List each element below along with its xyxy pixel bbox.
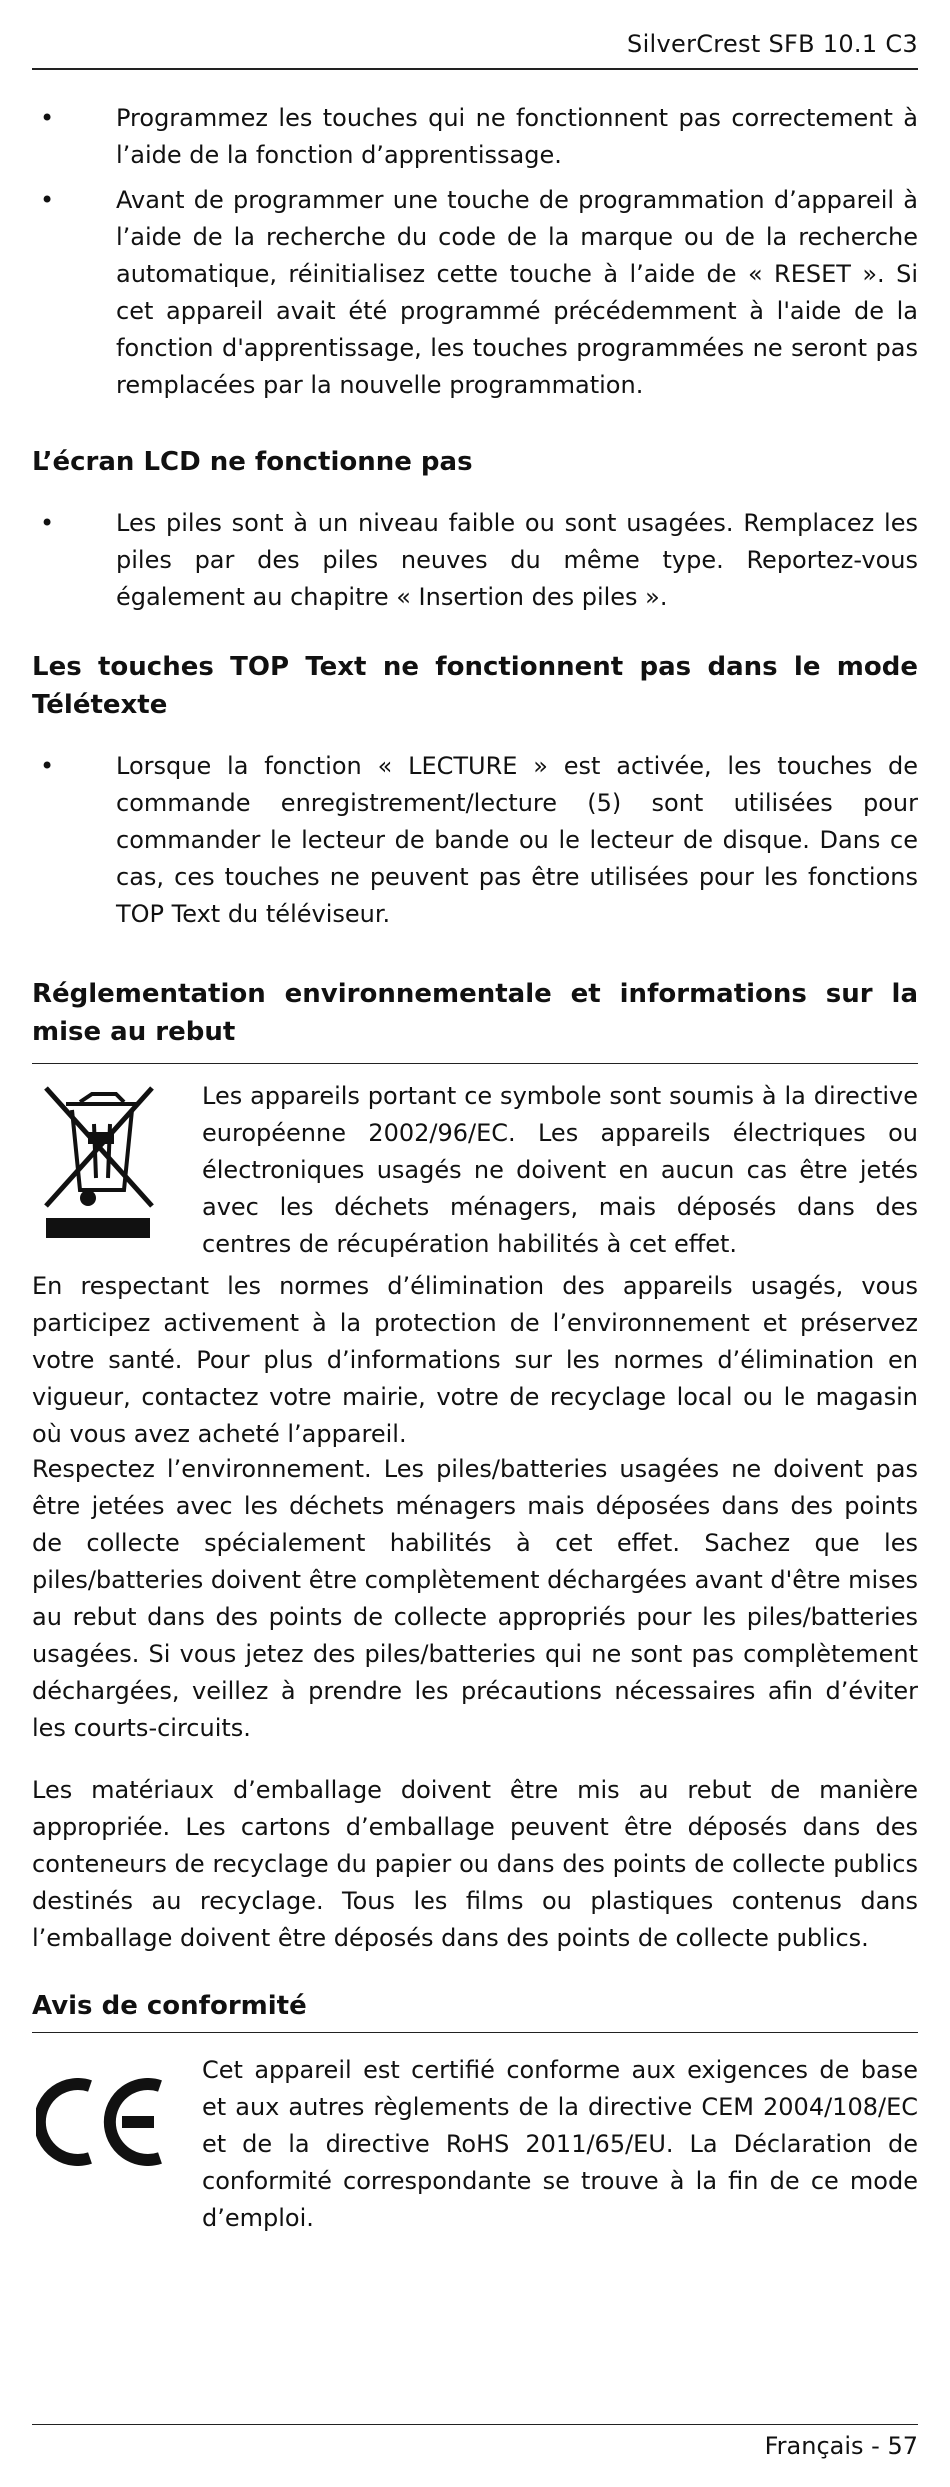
section-heading-lcd: L’écran LCD ne fonctionne pas — [32, 447, 473, 477]
section-rule — [32, 2032, 918, 2033]
weee-bin-icon — [36, 1082, 160, 1240]
bullet-icon: • — [40, 104, 55, 132]
list-item-text: Avant de programmer une touche de programmation d’appareil à l’aide de la recherche du code de la marque ou de la recherche automatique, réinitialisez cette touche à l’aide de « RESET ». Si cet appareil avait été programmé précédemment à l'aide de la fonction d'apprentissage, les touches programmées ne seront pas remplacées par la nouvelle programmation. — [116, 186, 918, 399]
paragraph: En respectant les normes d’élimination des appareils usagés, vous participez activement à la protection de l’environnement et préservez votre santé. Pour plus d’informations sur les normes d’élimination en vigueur, contactez votre mairie, votre de recyclage local ou le magasin où vous avez acheté l’appareil. — [32, 1272, 918, 1448]
section-heading-conformity: Avis de conformité — [32, 1991, 307, 2021]
section-heading-environment: Réglementation environnementale et informations sur la mise au rebut — [32, 979, 918, 1047]
footer-rule — [32, 2424, 918, 2425]
bullet-icon: • — [40, 752, 55, 780]
bullet-icon: • — [40, 186, 55, 214]
weee-text: Les appareils portant ce symbole sont soumis à la directive européenne 2002/96/EC. Les appareils électriques ou électroniques usagés ne doivent en aucun cas être jetés avec les déchets ménagers, mais déposés dans des centres de récupération habilités à cet effet. — [202, 1082, 918, 1258]
ce-text: Cet appareil est certifié conforme aux exigences de base et aux autres règlements de la directive CEM 2004/108/EC et de la directive RoHS 2011/65/EU. La Déclaration de conformité correspondante se trouve à la fin de ce mode d’emploi. — [202, 2056, 918, 2232]
section-heading-toptext: Les touches TOP Text ne fonctionnent pas dans le mode Télétexte — [32, 652, 918, 720]
page-header: SilverCrest SFB 10.1 C3 — [627, 30, 918, 58]
list-item-text: Les piles sont à un niveau faible ou sont usagées. Remplacez les piles par des piles neuves du même type. Reportez-vous également au chapitre « Insertion des piles ». — [116, 509, 918, 611]
ce-mark-icon — [36, 2078, 166, 2166]
list-item-text: Lorsque la fonction « LECTURE » est activée, les touches de commande enregistrement/lecture (5) sont utilisées pour commander le lecteur de bande ou le lecteur de disque. Dans ce cas, ces touches ne peuvent pas être utilisées pour les fonctions TOP Text du téléviseur. — [116, 752, 918, 928]
section-rule — [32, 1063, 918, 1064]
manual-page — [32, 0, 918, 2487]
header-rule — [32, 68, 918, 70]
page-number: Français - 57 — [764, 2432, 918, 2460]
paragraph: Respectez l’environnement. Les piles/batteries usagées ne doivent pas être jetées avec les déchets ménagers mais déposées dans des points de collecte spécialement habilités à cet effet. Sachez que les piles/batteries doivent être complètement déchargées avant d'être mises au rebut dans des points de collecte appropriés pour les piles/batteries usagées. Si vous jetez des piles/batteries qui ne sont pas complètement déchargées, veillez à prendre les précautions nécessaires afin d’éviter les courts-circuits. — [32, 1455, 918, 1742]
paragraph: Les matériaux d’emballage doivent être mis au rebut de manière appropriée. Les cartons d’emballage peuvent être déposés dans des conteneurs de recyclage du papier ou dans des points de collecte publics destinés au recyclage. Tous les films ou plastiques contenus dans l’emballage doivent être déposés dans des points de collecte publics. — [32, 1776, 918, 1952]
bullet-icon: • — [40, 509, 55, 537]
list-item-text: Programmez les touches qui ne fonctionnent pas correctement à l’aide de la fonction d’apprentissage. — [116, 104, 918, 169]
